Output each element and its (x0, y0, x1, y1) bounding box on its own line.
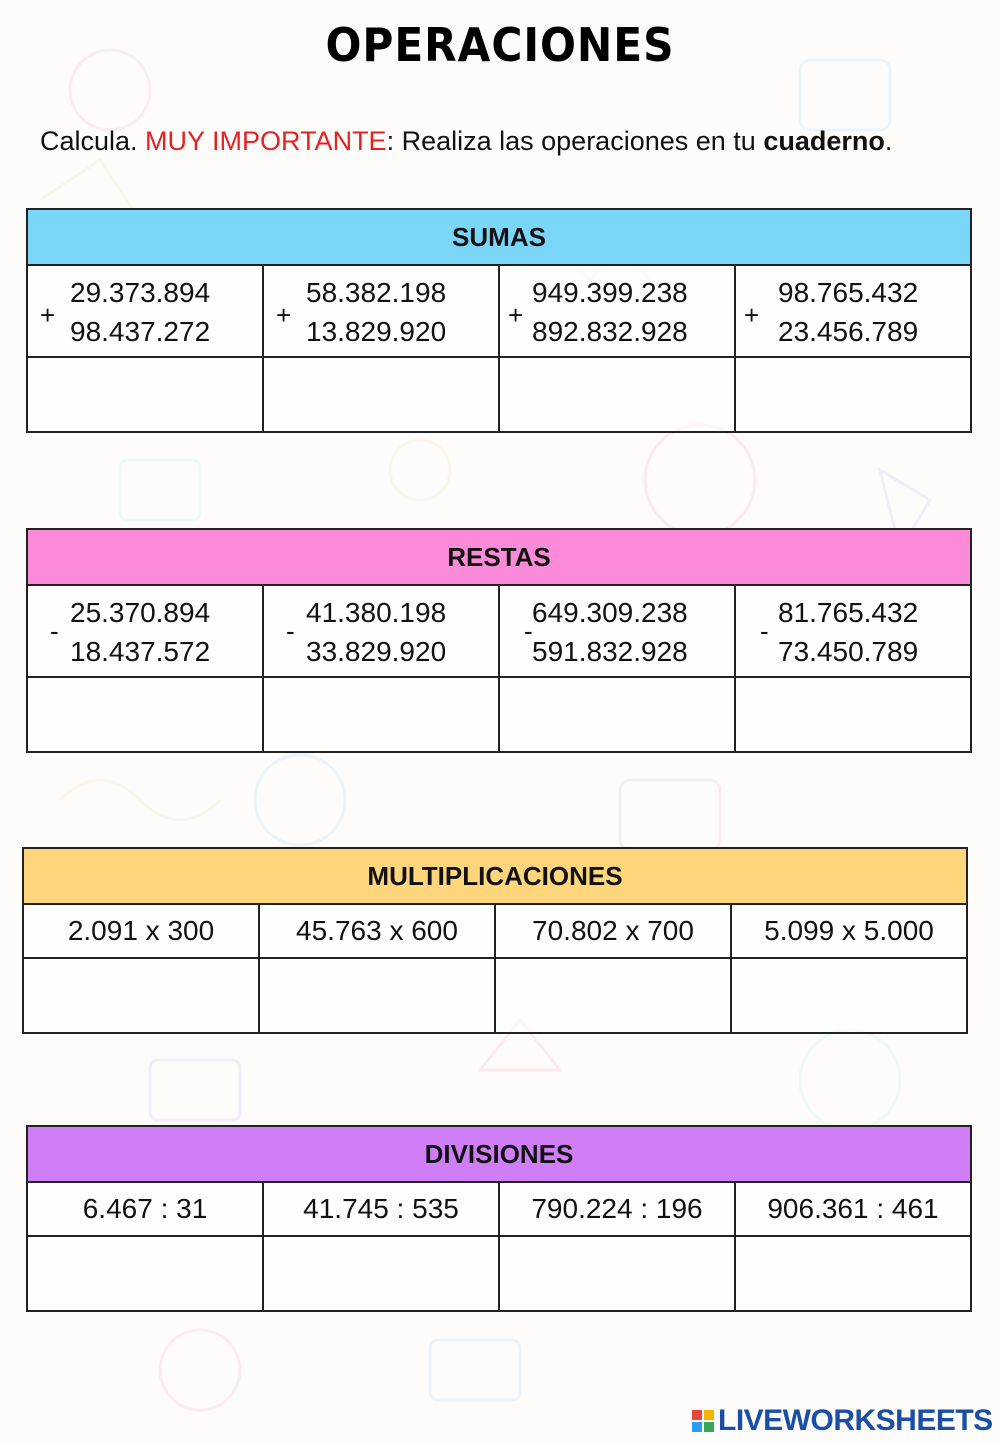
plus-sign: + (40, 300, 56, 330)
sumas-heading: SUMAS (27, 209, 971, 265)
minus-sign: - (286, 616, 295, 646)
minus-sign: - (50, 616, 59, 646)
addend-bottom: 98.437.272 (70, 316, 211, 347)
logo-icon (692, 1410, 714, 1432)
plus-sign: + (276, 300, 292, 330)
plus-sign: + (744, 300, 760, 330)
multiplicaciones-table (22, 847, 968, 1034)
addend-bottom: 23.456.789 (778, 316, 919, 347)
liveworksheets-logo (692, 1404, 993, 1438)
instruction-text (40, 126, 892, 157)
addend-bottom: 13.829.920 (306, 316, 447, 347)
subtrahend: 33.829.920 (306, 636, 447, 667)
instruction-suffix: . (884, 126, 893, 156)
minuend: 649.309.238 (532, 597, 688, 628)
instruction-middle: : Realiza las operaciones en tu (386, 126, 764, 156)
answer-cell[interactable] (495, 958, 731, 1033)
answer-cell[interactable] (259, 958, 495, 1033)
restas-table (26, 528, 972, 753)
minus-sign: - (760, 616, 769, 646)
subtrahend: 591.832.928 (532, 636, 688, 667)
answer-cell[interactable] (27, 677, 263, 752)
page-title: OPERACIONES (325, 18, 675, 72)
multiplication-problem: 2.091 x 300 (23, 904, 259, 958)
divisiones-heading: DIVISIONES (27, 1126, 971, 1182)
answer-cell[interactable] (735, 357, 971, 432)
sumas-problem (735, 265, 971, 357)
multiplication-problem: 5.099 x 5.000 (731, 904, 967, 958)
instruction-highlight: MUY IMPORTANTE (145, 126, 387, 156)
division-problem: 906.361 : 461 (735, 1182, 971, 1236)
restas-problem (263, 585, 499, 677)
answer-cell[interactable] (735, 1236, 971, 1311)
answer-cell[interactable] (23, 958, 259, 1033)
multiplicaciones-heading: MULTIPLICACIONES (23, 848, 967, 904)
minuend: 81.765.432 (778, 597, 919, 628)
plus-sign: + (508, 300, 524, 330)
answer-cell[interactable] (263, 357, 499, 432)
addend-top: 949.399.238 (532, 277, 688, 308)
answer-cell[interactable] (731, 958, 967, 1033)
answer-cell[interactable] (499, 1236, 735, 1311)
addend-top: 29.373.894 (70, 277, 211, 308)
minus-sign: - (524, 616, 533, 646)
minuend: 25.370.894 (70, 597, 211, 628)
restas-heading: RESTAS (27, 529, 971, 585)
answer-cell[interactable] (27, 357, 263, 432)
sumas-table (26, 208, 972, 433)
multiplication-problem: 45.763 x 600 (259, 904, 495, 958)
restas-problem (27, 585, 263, 677)
subtrahend: 18.437.572 (70, 636, 211, 667)
sumas-problem (27, 265, 263, 357)
sumas-problem (499, 265, 735, 357)
instruction-prefix: Calcula. (40, 126, 146, 156)
division-problem: 6.467 : 31 (27, 1182, 263, 1236)
addend-top: 98.765.432 (778, 277, 919, 308)
answer-cell[interactable] (263, 677, 499, 752)
answer-cell[interactable] (735, 677, 971, 752)
addend-bottom: 892.832.928 (532, 316, 688, 347)
division-problem: 41.745 : 535 (263, 1182, 499, 1236)
restas-problem (499, 585, 735, 677)
restas-problem (735, 585, 971, 677)
answer-cell[interactable] (263, 1236, 499, 1311)
sumas-problem (263, 265, 499, 357)
answer-cell[interactable] (499, 357, 735, 432)
division-problem: 790.224 : 196 (499, 1182, 735, 1236)
minuend: 41.380.198 (306, 597, 447, 628)
subtrahend: 73.450.789 (778, 636, 919, 667)
logo-text: LIVEWORKSHEETS (718, 1404, 993, 1437)
answer-cell[interactable] (499, 677, 735, 752)
addend-top: 58.382.198 (306, 277, 447, 308)
answer-cell[interactable] (27, 1236, 263, 1311)
instruction-bold: cuaderno (763, 126, 885, 156)
multiplication-problem: 70.802 x 700 (495, 904, 731, 958)
divisiones-table (26, 1125, 972, 1312)
